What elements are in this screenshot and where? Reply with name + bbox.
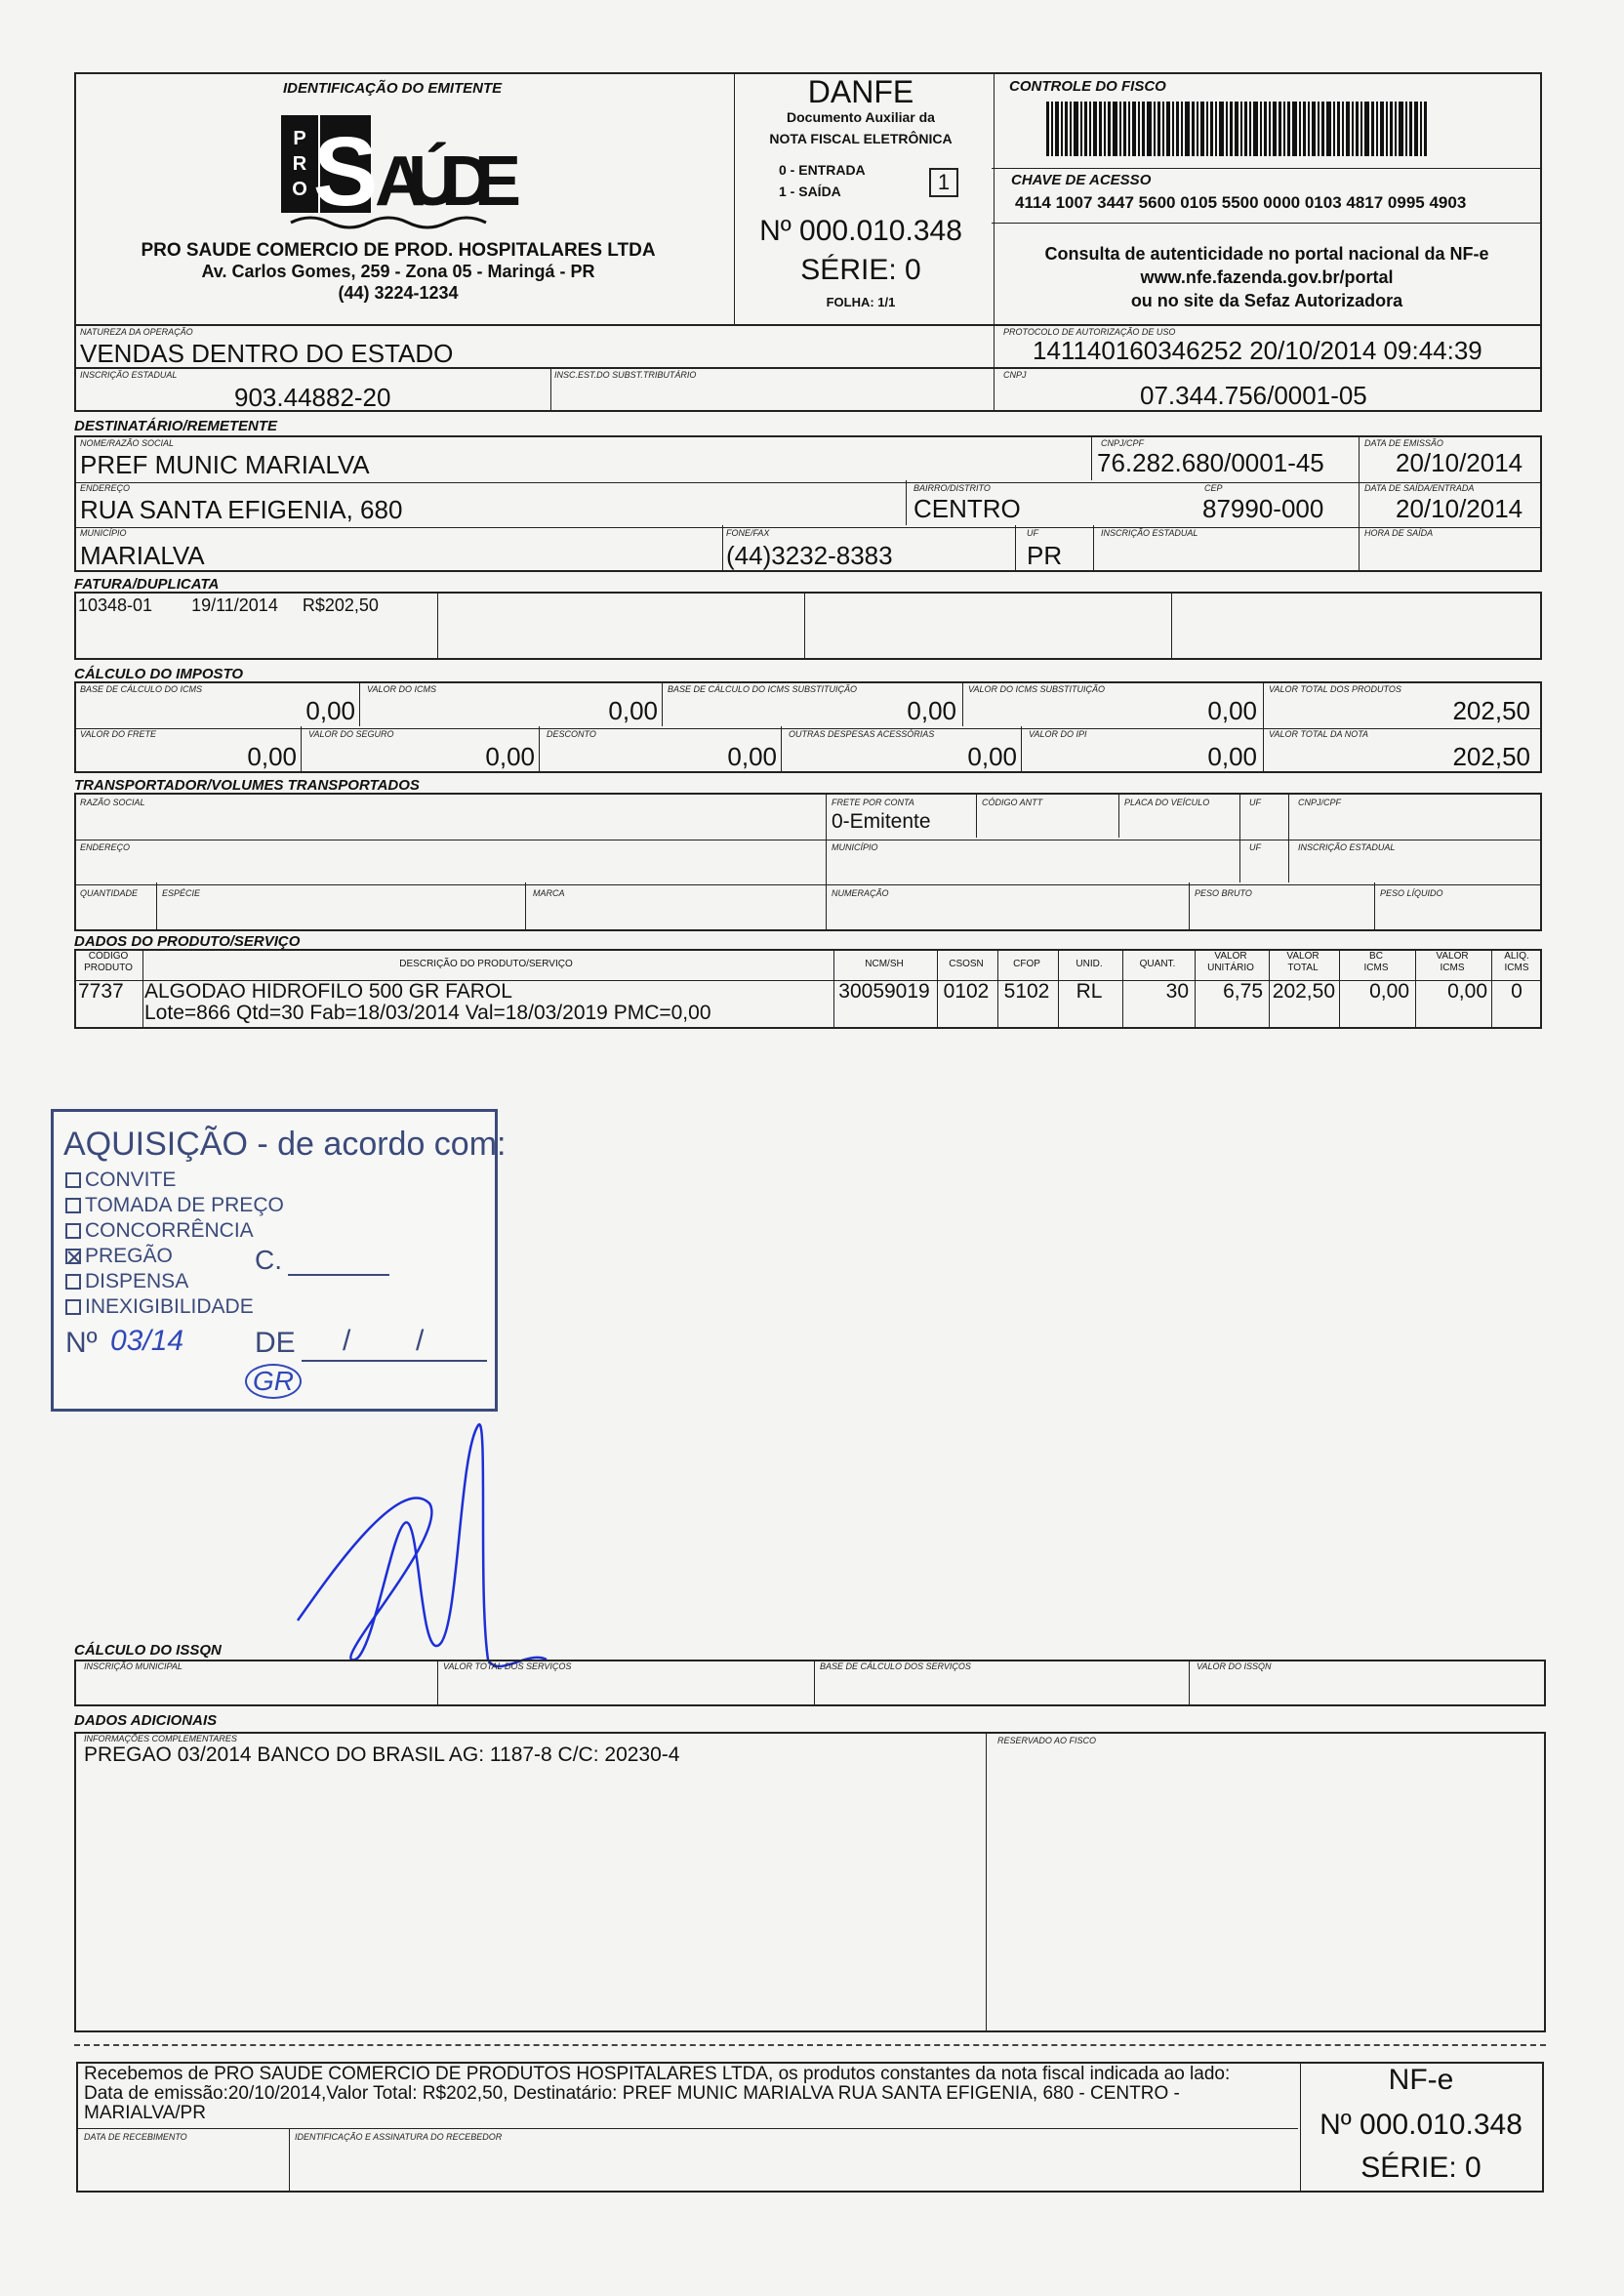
transp-uf-label: UF (1249, 798, 1261, 807)
cnpj-value: 07.344.756/0001-05 (1140, 381, 1367, 410)
ie-value: 903.44882-20 (234, 383, 391, 412)
recibo-nfe: NF-e (1388, 2064, 1454, 2096)
cnpj-label: CNPJ (1003, 370, 1027, 380)
danfe-subtitle-1: Documento Auxiliar da (787, 109, 935, 125)
recibo-serie: SÉRIE: 0 (1360, 2152, 1482, 2184)
danfe-numero: Nº 000.010.348 (759, 215, 962, 247)
stamp-option-tomada: TOMADA DE PREÇO (65, 1194, 284, 1217)
danfe-subtitle-2: NOTA FISCAL ELETRÔNICA (769, 131, 953, 146)
th-vunit: VALOR UNITÁRIO (1207, 951, 1254, 973)
ie-st-label: INSC.EST.DO SUBST.TRIBUTÁRIO (554, 370, 697, 380)
imp-v-st: 0,00 (1207, 696, 1257, 725)
dest-nome-label: NOME/RAZÃO SOCIAL (80, 438, 175, 448)
fatura-entry: 10348-01 19/11/2014 R$202,50 (78, 595, 379, 615)
controle-fisco-label: CONTROLE DO FISCO (1009, 78, 1166, 95)
imp-frete-label: VALOR DO FRETE (80, 729, 157, 739)
transp-uf2-label: UF (1249, 842, 1261, 852)
transp-frete-label: FRETE POR CONTA (832, 798, 914, 807)
adicionais-info: PREGAO 03/2014 BANCO DO BRASIL AG: 1187-8 C/C: 20230-4 (84, 1743, 680, 1766)
access-key-barcode (1046, 102, 1487, 156)
imp-ipi: 0,00 (1207, 742, 1257, 771)
th-codigo: CÓDIGO PRODUTO (84, 951, 133, 973)
transp-razao-label: RAZÃO SOCIAL (80, 798, 145, 807)
dest-ie-label: INSCRIÇÃO ESTADUAL (1101, 528, 1198, 538)
protocolo-label: PROTOCOLO DE AUTORIZAÇÃO DE USO (1003, 327, 1176, 337)
issqn-block (74, 1660, 1546, 1706)
dest-bairro: CENTRO (914, 494, 1021, 523)
dest-bairro-label: BAIRRO/DISTRITO (914, 483, 991, 493)
th-aliq: ALIQ. ICMS (1504, 951, 1529, 973)
recibo-text-3: MARIALVA/PR (84, 2103, 206, 2123)
danfe-title: DANFE (807, 74, 914, 109)
issqn-viss-label: VALOR DO ISSQN (1197, 1661, 1272, 1671)
emitente-name: PRO SAUDE COMERCIO DE PROD. HOSPITALARES LTDA (141, 240, 656, 261)
chave-acesso: 4114 1007 3447 5600 0105 5500 0000 0103 4817 0995 4903 (1015, 193, 1467, 212)
issqn-section: CÁLCULO DO ISSQN (74, 1642, 222, 1659)
ie-label: INSCRIÇÃO ESTADUAL (80, 370, 178, 380)
produtos-section: DADOS DO PRODUTO/SERVIÇO (74, 933, 301, 950)
dest-emissao: 20/10/2014 (1396, 448, 1523, 477)
th-quant: QUANT. (1139, 959, 1176, 969)
item-aliq: 0 (1511, 980, 1522, 1003)
recibo-text-2: Data de emissão:20/10/2014,Valor Total: R$202,50, Destinatário: PREF MUNIC MARIALVA RUA SANTA EFIGENIA, 680 - CENTRO - (84, 2083, 1180, 2104)
dest-municipio-label: MUNICÍPIO (80, 528, 127, 538)
transp-marca-label: MARCA (533, 888, 565, 898)
emitente-phone: (44) 3224-1234 (338, 283, 459, 303)
imp-bc-icms: 0,00 (305, 696, 355, 725)
protocolo-value: 141140160346252 20/10/2014 09:44:39 (1033, 336, 1482, 365)
item-vicms: 0,00 (1447, 980, 1487, 1003)
stamp-numero-label: Nº (65, 1327, 98, 1359)
handwritten-signature (293, 1415, 605, 1689)
natureza-value: VENDAS DENTRO DO ESTADO (80, 339, 454, 368)
imp-v-icms: 0,00 (608, 696, 658, 725)
transportador-section: TRANSPORTADOR/VOLUMES TRANSPORTADOS (74, 777, 420, 794)
dest-fone-label: FONE/FAX (726, 528, 770, 538)
dest-cnpj: 76.282.680/0001-45 (1097, 448, 1324, 477)
recibo-numero: Nº 000.010.348 (1320, 2109, 1522, 2141)
stamp-de-label: DE (255, 1327, 296, 1359)
consulta-line-2: www.nfe.fazenda.gov.br/portal (1140, 267, 1394, 287)
issqn-bcs-label: BASE DE CÁLCULO DOS SERVIÇOS (820, 1661, 971, 1671)
adicionais-section: DADOS ADICIONAIS (74, 1712, 218, 1729)
chave-acesso-label: CHAVE DE ACESSO (1011, 172, 1152, 188)
imp-total-nota-label: VALOR TOTAL DA NOTA (1269, 729, 1369, 739)
imp-seguro: 0,00 (485, 742, 535, 771)
danfe-entrada: 0 - ENTRADA (779, 162, 866, 178)
svg-text:O: O (292, 179, 307, 200)
imp-desconto-label: DESCONTO (547, 729, 596, 739)
item-cfop: 5102 (1003, 980, 1050, 1003)
item-bc: 0,00 (1369, 980, 1409, 1003)
issqn-im-label: INSCRIÇÃO MUNICIPAL (84, 1661, 183, 1671)
imp-total-nota: 202,50 (1452, 742, 1530, 771)
adicionais-info-label: INFORMAÇÕES COMPLEMENTARES (84, 1734, 237, 1743)
dest-hora-label: HORA DE SAÍDA (1364, 528, 1434, 538)
dest-uf: PR (1027, 541, 1063, 570)
danfe-tipo-box: 1 (929, 168, 958, 197)
emitente-section-label: IDENTIFICAÇÃO DO EMITENTE (283, 80, 503, 97)
item-ncm: 30059019 (838, 980, 930, 1003)
stamp-option-convite: CONVITE (65, 1168, 176, 1192)
acquisition-stamp (51, 1109, 507, 1412)
emitente-address: Av. Carlos Gomes, 259 - Zona 05 - Maringá - PR (201, 262, 595, 281)
th-cfop: CFOP (1013, 959, 1040, 969)
th-csosn: CSOSN (949, 959, 984, 969)
danfe-folha: FOLHA: 1/1 (826, 295, 896, 309)
imp-total-prod: 202,50 (1452, 696, 1530, 725)
item-csosn: 0102 (943, 980, 990, 1003)
imp-outras-label: OUTRAS DESPESAS ACESSÓRIAS (789, 729, 935, 739)
dest-fone: (44)3232-8383 (726, 541, 893, 570)
dest-cnpj-label: CNPJ/CPF (1101, 438, 1145, 448)
svg-text:S: S (312, 117, 379, 226)
th-unid: UNID. (1076, 959, 1103, 969)
imposto-section: CÁLCULO DO IMPOSTO (74, 666, 244, 682)
stamp-c-label: C. (255, 1245, 282, 1275)
recibo-text-1: Recebemos de PRO SAUDE COMERCIO DE PRODUTOS HOSPITALARES LTDA, os produtos constantes da nota fiscal indicada ao lado: (84, 2064, 1231, 2084)
imp-total-prod-label: VALOR TOTAL DOS PRODUTOS (1269, 684, 1401, 694)
th-descricao: DESCRIÇÃO DO PRODUTO/SERVIÇO (399, 959, 573, 969)
stamp-option-dispensa: DISPENSA (65, 1270, 188, 1293)
th-ncm: NCM/SH (865, 959, 904, 969)
danfe-serie: SÉRIE: 0 (800, 254, 921, 286)
imp-desconto: 0,00 (727, 742, 777, 771)
imp-v-icms-label: VALOR DO ICMS (367, 684, 437, 694)
fatura-section: FATURA/DUPLICATA (74, 576, 220, 593)
item-codigo: 7737 (78, 980, 124, 1003)
adicionais-reservado-label: RESERVADO AO FISCO (997, 1736, 1097, 1745)
tear-line (74, 2044, 1546, 2046)
item-lote: Lote=866 Qtd=30 Fab=18/03/2014 Val=18/03/2019 PMC=0,00 (144, 1002, 711, 1024)
issqn-vts-label: VALOR TOTAL DOS SERVIÇOS (443, 1661, 572, 1671)
item-quant: 30 (1165, 980, 1189, 1003)
dest-endereco-label: ENDEREÇO (80, 483, 131, 493)
imp-bc-icms-label: BASE DE CÁLCULO DO ICMS (80, 684, 203, 694)
transp-quantidade-label: QUANTIDADE (80, 888, 139, 898)
stamp-option-inexigibilidade: INEXIGIBILIDADE (65, 1295, 254, 1319)
transp-frete: 0-Emitente (832, 810, 931, 833)
th-bc: BC ICMS (1363, 951, 1389, 973)
consulta-line-1: Consulta de autenticidade no portal nacional da NF-e (1044, 244, 1489, 264)
item-unid: RL (1076, 980, 1103, 1003)
imp-v-st-label: VALOR DO ICMS SUBSTITUIÇÃO (968, 684, 1106, 694)
recibo-data-label: DATA DE RECEBIMENTO (84, 2132, 187, 2142)
dest-municipio: MARIALVA (80, 541, 205, 570)
danfe-saida: 1 - SAÍDA (779, 184, 841, 199)
dest-saida-label: DATA DE SAÍDA/ENTRADA (1364, 483, 1475, 493)
imp-bc-st: 0,00 (907, 696, 956, 725)
stamp-date-slashes: / / (343, 1325, 425, 1357)
imp-bc-st-label: BASE DE CÁLCULO DO ICMS SUBSTITUIÇÃO (668, 684, 858, 694)
dest-emissao-label: DATA DE EMISSÃO (1364, 438, 1443, 448)
th-vtotal: VALOR TOTAL (1286, 951, 1320, 973)
destinatario-section: DESTINATÁRIO/REMETENTE (74, 418, 278, 434)
imp-outras: 0,00 (967, 742, 1017, 771)
stamp-option-concorrencia: CONCORRÊNCIA (65, 1219, 254, 1243)
imp-ipi-label: VALOR DO IPI (1029, 729, 1087, 739)
imp-seguro-label: VALOR DO SEGURO (308, 729, 394, 739)
dest-cep: 87990-000 (1202, 494, 1324, 523)
transp-ie-label: INSCRIÇÃO ESTADUAL (1298, 842, 1396, 852)
recibo-assinatura-label: IDENTIFICAÇÃO E ASSINATURA DO RECEBEDOR (295, 2132, 503, 2142)
svg-text:AÚDE: AÚDE (375, 143, 521, 221)
transportador-block (74, 793, 1542, 931)
transp-peso-bruto-label: PESO BRUTO (1195, 888, 1252, 898)
transp-endereco-label: ENDEREÇO (80, 842, 131, 852)
company-logo (281, 107, 525, 229)
item-descricao: ALGODAO HIDROFILO 500 GR FAROL (144, 980, 512, 1003)
transp-numeracao-label: NUMERAÇÃO (832, 888, 889, 898)
dest-uf-label: UF (1027, 528, 1038, 538)
transp-cnpj-label: CNPJ/CPF (1298, 798, 1342, 807)
stamp-title: AQUISIÇÃO - de acordo com: (63, 1126, 507, 1163)
consulta-line-3: ou no site da Sefaz Autorizadora (1130, 291, 1403, 310)
stamp-initials: GR (245, 1364, 302, 1399)
dest-saida: 20/10/2014 (1396, 494, 1523, 523)
th-vicms: VALOR ICMS (1436, 951, 1469, 973)
dest-endereco: RUA SANTA EFIGENIA, 680 (80, 495, 403, 524)
dest-cep-label: CEP (1204, 483, 1223, 493)
imp-frete: 0,00 (247, 742, 297, 771)
transp-antt-label: CÓDIGO ANTT (982, 798, 1043, 807)
transp-peso-liquido-label: PESO LÍQUIDO (1380, 888, 1443, 898)
transp-especie-label: ESPÉCIE (162, 888, 201, 898)
transp-placa-label: PLACA DO VEÍCULO (1124, 798, 1210, 807)
stamp-option-pregao: PREGÃO (65, 1245, 173, 1268)
dest-nome: PREF MUNIC MARIALVA (80, 450, 370, 479)
item-vunit: 6,75 (1223, 980, 1263, 1003)
stamp-numero-hand: 03/14 (110, 1325, 184, 1357)
svg-text:R: R (292, 153, 307, 175)
svg-text:P: P (293, 128, 306, 149)
transp-municipio-label: MUNICÍPIO (832, 842, 878, 852)
item-vtotal: 202,50 (1272, 980, 1335, 1003)
adicionais-block (74, 1732, 1546, 2032)
natureza-label: NATUREZA DA OPERAÇÃO (80, 327, 193, 337)
